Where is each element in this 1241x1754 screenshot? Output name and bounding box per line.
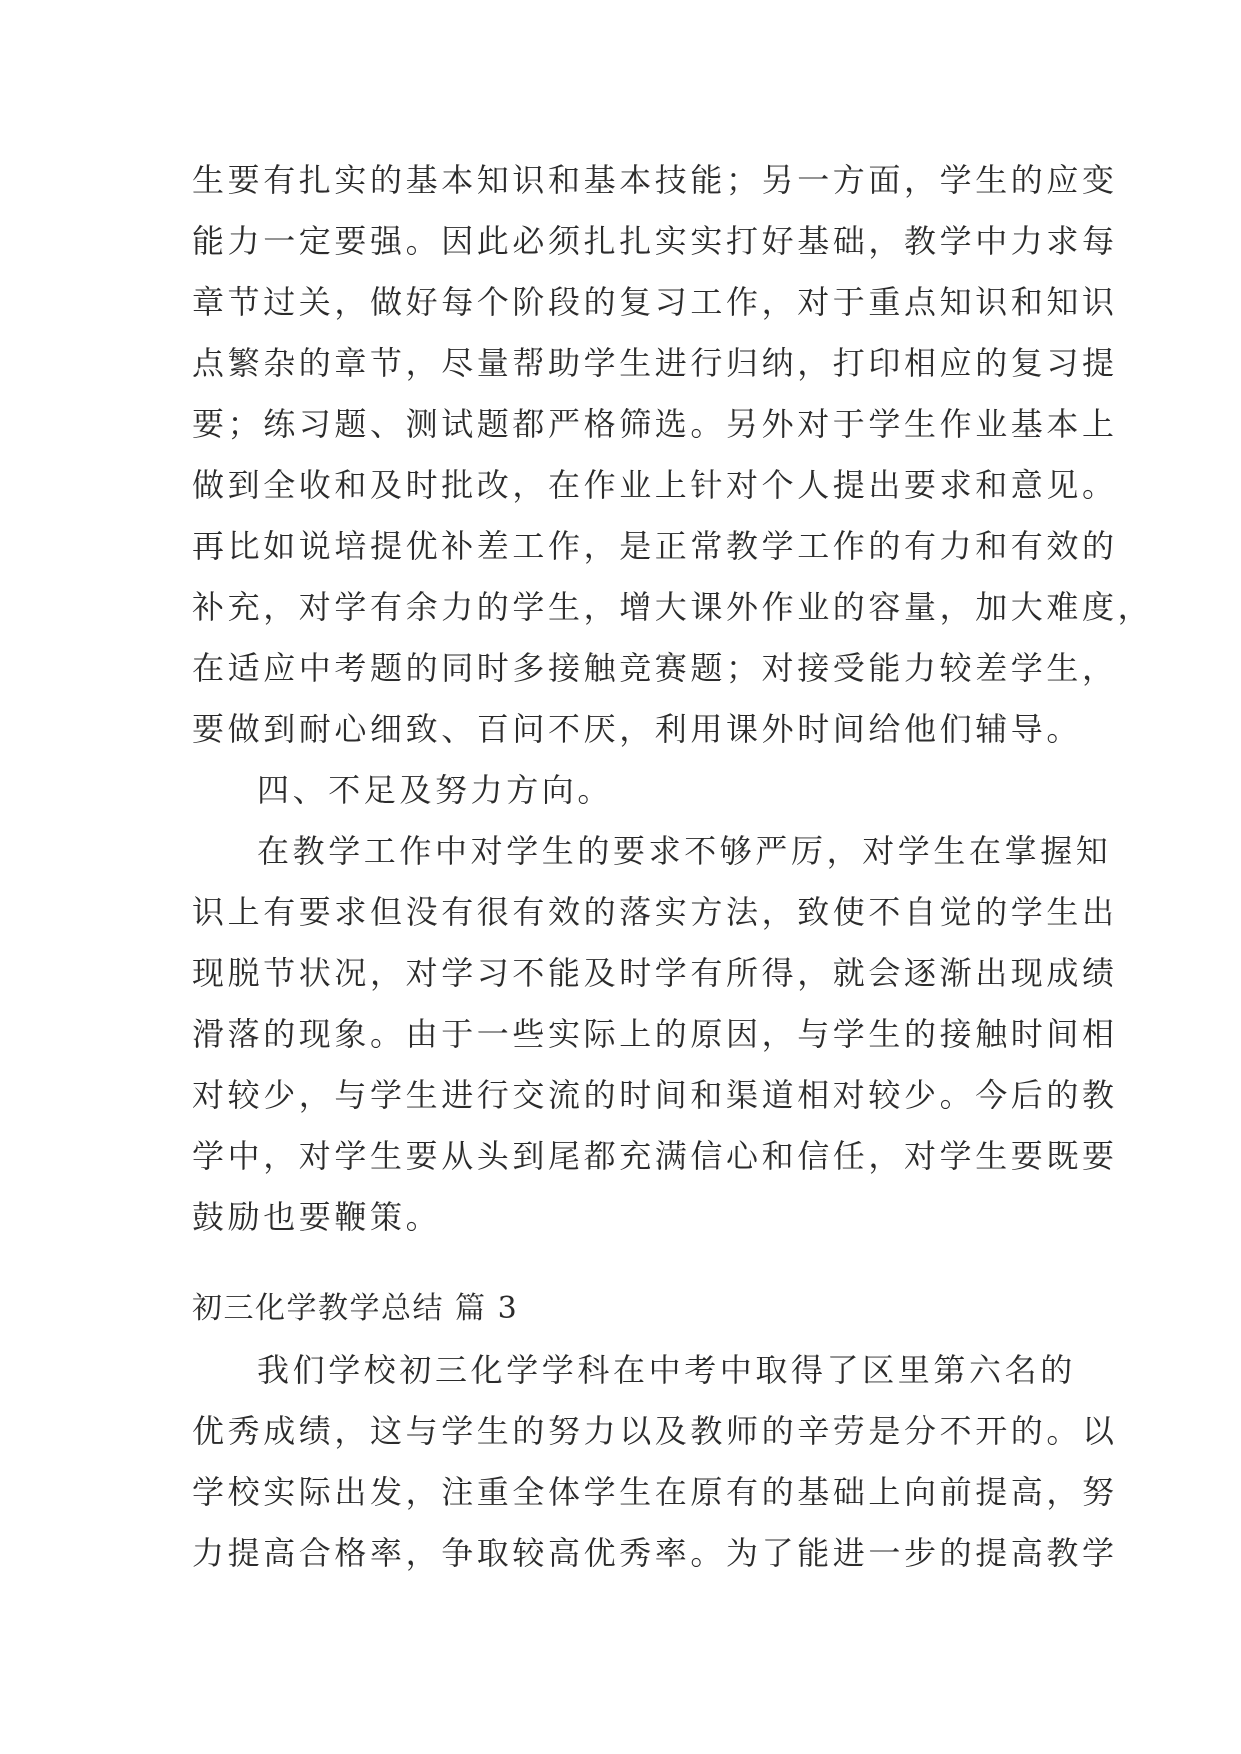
text-line: 补充，对学有余力的学生，增大课外作业的容量，加大难度， — [192, 588, 1154, 626]
text-line: 要；练习题、测试题都严格筛选。另外对于学生作业基本上 — [192, 405, 1118, 443]
text-line: 在适应中考题的同时多接触竞赛题；对接受能力较差学生， — [192, 649, 1118, 687]
text-line: 识上有要求但没有很有效的落实方法，致使不自觉的学生出 — [192, 893, 1118, 931]
text-line: 对较少，与学生进行交流的时间和渠道相对较少。今后的教 — [192, 1076, 1118, 1114]
text-line: 生要有扎实的基本知识和基本技能；另一方面，学生的应变 — [192, 161, 1118, 199]
text-line: 学校实际出发，注重全体学生在原有的基础上向前提高，努 — [192, 1473, 1118, 1511]
text-line: 滑落的现象。由于一些实际上的原因，与学生的接触时间相 — [192, 1015, 1118, 1053]
text-line: 在教学工作中对学生的要求不够严厉，对学生在掌握知 — [257, 832, 1112, 870]
text-line: 点繁杂的章节，尽量帮助学生进行归纳，打印相应的复习提 — [192, 344, 1118, 382]
article-title: 初三化学教学总结 篇 3 — [192, 1291, 519, 1326]
section-heading: 四、不足及努力方向。 — [257, 771, 614, 809]
text-line: 章节过关，做好每个阶段的复习工作，对于重点知识和知识 — [192, 283, 1118, 321]
text-line: 现脱节状况，对学习不能及时学有所得，就会逐渐出现成绩 — [192, 954, 1118, 992]
text-line: 力提高合格率，争取较高优秀率。为了能进一步的提高教学 — [192, 1534, 1118, 1572]
text-line: 鼓励也要鞭策。 — [192, 1198, 442, 1236]
text-line: 我们学校初三化学学科在中考中取得了区里第六名的 — [257, 1351, 1076, 1389]
text-line: 优秀成绩，这与学生的努力以及教师的辛劳是分不开的。以 — [192, 1412, 1118, 1450]
text-line: 做到全收和及时批改，在作业上针对个人提出要求和意见。 — [192, 466, 1118, 504]
text-line: 再比如说培提优补差工作，是正常教学工作的有力和有效的 — [192, 527, 1118, 565]
text-line: 学中，对学生要从头到尾都充满信心和信任，对学生要既要 — [192, 1137, 1118, 1175]
text-line: 能力一定要强。因此必须扎扎实实打好基础，教学中力求每 — [192, 222, 1118, 260]
text-line: 要做到耐心细致、百问不厌，利用课外时间给他们辅导。 — [192, 710, 1083, 748]
